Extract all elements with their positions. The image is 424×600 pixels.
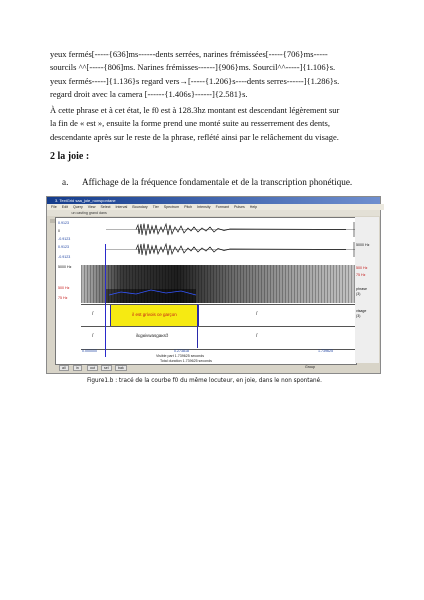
visible-duration: Visible part 1.739625 seconds — [156, 354, 205, 358]
paragraph-line: sourcils ^^[-----{806]ms. Narines frémisses------]{906}ms. Sourcil^^-----]{1.106}s. — [50, 62, 336, 73]
zoom-controls — [55, 364, 355, 371]
waveform-channel-1 — [106, 222, 356, 237]
pitch-bottom-label: 75 Hz — [58, 296, 68, 300]
right-panel — [355, 217, 379, 363]
time-cursor-value: 0.273818 — [174, 349, 189, 353]
phonetic-transcription: ilɛgʁivwasgaʁsɔ̃ — [136, 333, 169, 338]
menu-item[interactable]: Intensity — [197, 205, 211, 209]
tier-visage[interactable] — [81, 326, 356, 350]
section-heading: 2 la joie : — [50, 151, 90, 162]
praat-window-screenshot — [46, 196, 381, 374]
interval-text: il est grivois ce garçon — [132, 312, 177, 317]
wave-top-min-label: -0.9123 — [58, 237, 71, 241]
list-marker: a. — [62, 177, 69, 187]
total-duration: Total duration 1.739625 seconds — [160, 359, 212, 363]
zoom-sel-button[interactable]: sel — [101, 365, 112, 371]
paragraph-line: À cette phrase et à cet état, le f0 est à 128.3hz montant est descendant légèrement sur — [50, 105, 340, 115]
menu-item[interactable]: Tier — [152, 205, 159, 209]
tier-count: (3) — [356, 314, 361, 318]
menu-item[interactable]: Formant — [215, 205, 229, 209]
paragraph-line: la fin de « est », ensuite la forme prend une monté suite au resserrement des dents, — [50, 118, 330, 129]
transcription-paragraph — [50, 48, 380, 101]
toolbar-note: un casting grand dans — [71, 211, 107, 215]
menu-item[interactable]: Edit — [61, 205, 68, 209]
paragraph-line: yeux fermés[-----{636]ms------dents serrées, narines frémissées[-----{706}ms----- — [50, 49, 328, 59]
wave-top-max-label: 0.9123 — [58, 221, 69, 225]
freq-top-label: 5000 Hz — [356, 243, 370, 247]
zoom-in-button[interactable]: in — [73, 365, 82, 371]
zoom-all-button[interactable]: all — [59, 365, 69, 371]
zoom-bak-button[interactable]: bak — [115, 365, 127, 371]
paragraph-line: yeux fermés-----]{1.136}s regard vers→[-----{1.206}s----dents serres------]{1.286}s. — [50, 75, 340, 86]
interval-label-right: / — [256, 333, 258, 339]
interval-label-left: / — [92, 333, 94, 339]
window-title: 3. TextGrid saa_joie_nonspontane — [55, 198, 116, 203]
spectrogram — [81, 265, 356, 303]
wave-bottom-max-label: 0.9123 — [58, 245, 69, 249]
toolbar — [47, 210, 380, 216]
menu-item[interactable]: Select — [100, 205, 111, 209]
menu-item[interactable]: Boundary — [132, 205, 148, 209]
menu-item[interactable]: View — [87, 205, 96, 209]
menu-item[interactable]: Query — [73, 205, 83, 209]
interval-label-left: / — [92, 311, 94, 317]
menu-item[interactable]: Pulses — [233, 205, 245, 209]
selected-interval[interactable] — [110, 305, 199, 326]
pitch-low-label: 75 Hz — [356, 273, 366, 277]
wave-bottom-min-label: -0.9123 — [58, 255, 71, 259]
menu-item[interactable]: Interval — [115, 205, 128, 209]
interval-boundary[interactable] — [197, 304, 198, 348]
tier-name: visage — [356, 309, 367, 313]
wave-top-zero-label: 0 — [58, 229, 60, 233]
editor-canvas — [55, 217, 357, 365]
paragraph-line: regard droit avec la camera [------{1.406s}------]{2.581}s. — [50, 88, 248, 99]
zoom-out-button[interactable]: out — [87, 365, 98, 371]
pitch-top-label: 500 Hz — [58, 286, 70, 290]
time-start: 0.000000 — [82, 349, 97, 353]
waveform-channel-2 — [106, 242, 356, 257]
menu-item[interactable]: Pitch — [184, 205, 193, 209]
time-end: 1.739625 — [318, 349, 333, 353]
menu-item[interactable]: File — [51, 205, 57, 209]
subheading-text: Affichage de la fréquence fondamentale et de la transcription phonétique. — [82, 177, 353, 187]
tier-name: phrase — [356, 287, 367, 291]
menu-item[interactable]: Help — [249, 205, 258, 209]
tier-count: (3) — [356, 292, 361, 296]
pitch-high-label: 500 Hz — [356, 266, 368, 270]
spectrogram-top-label: 5000 Hz — [58, 265, 72, 269]
analysis-paragraph — [50, 104, 380, 144]
interval-label-right: / — [256, 311, 258, 317]
subheading — [62, 177, 352, 187]
figure-caption: Figure1.b : tracé de la courbe f0 du même locuteur, en joie, dans le non spontané. — [87, 378, 322, 384]
paragraph-line: descendante après sur le reste de la phrase, reflété ainsi par le relâchement du visage. — [50, 131, 339, 142]
window-titlebar — [47, 197, 380, 204]
menu-item[interactable]: Spectrum — [163, 205, 180, 209]
group-checkbox[interactable]: Group — [305, 365, 315, 369]
time-cursor[interactable] — [105, 244, 106, 357]
